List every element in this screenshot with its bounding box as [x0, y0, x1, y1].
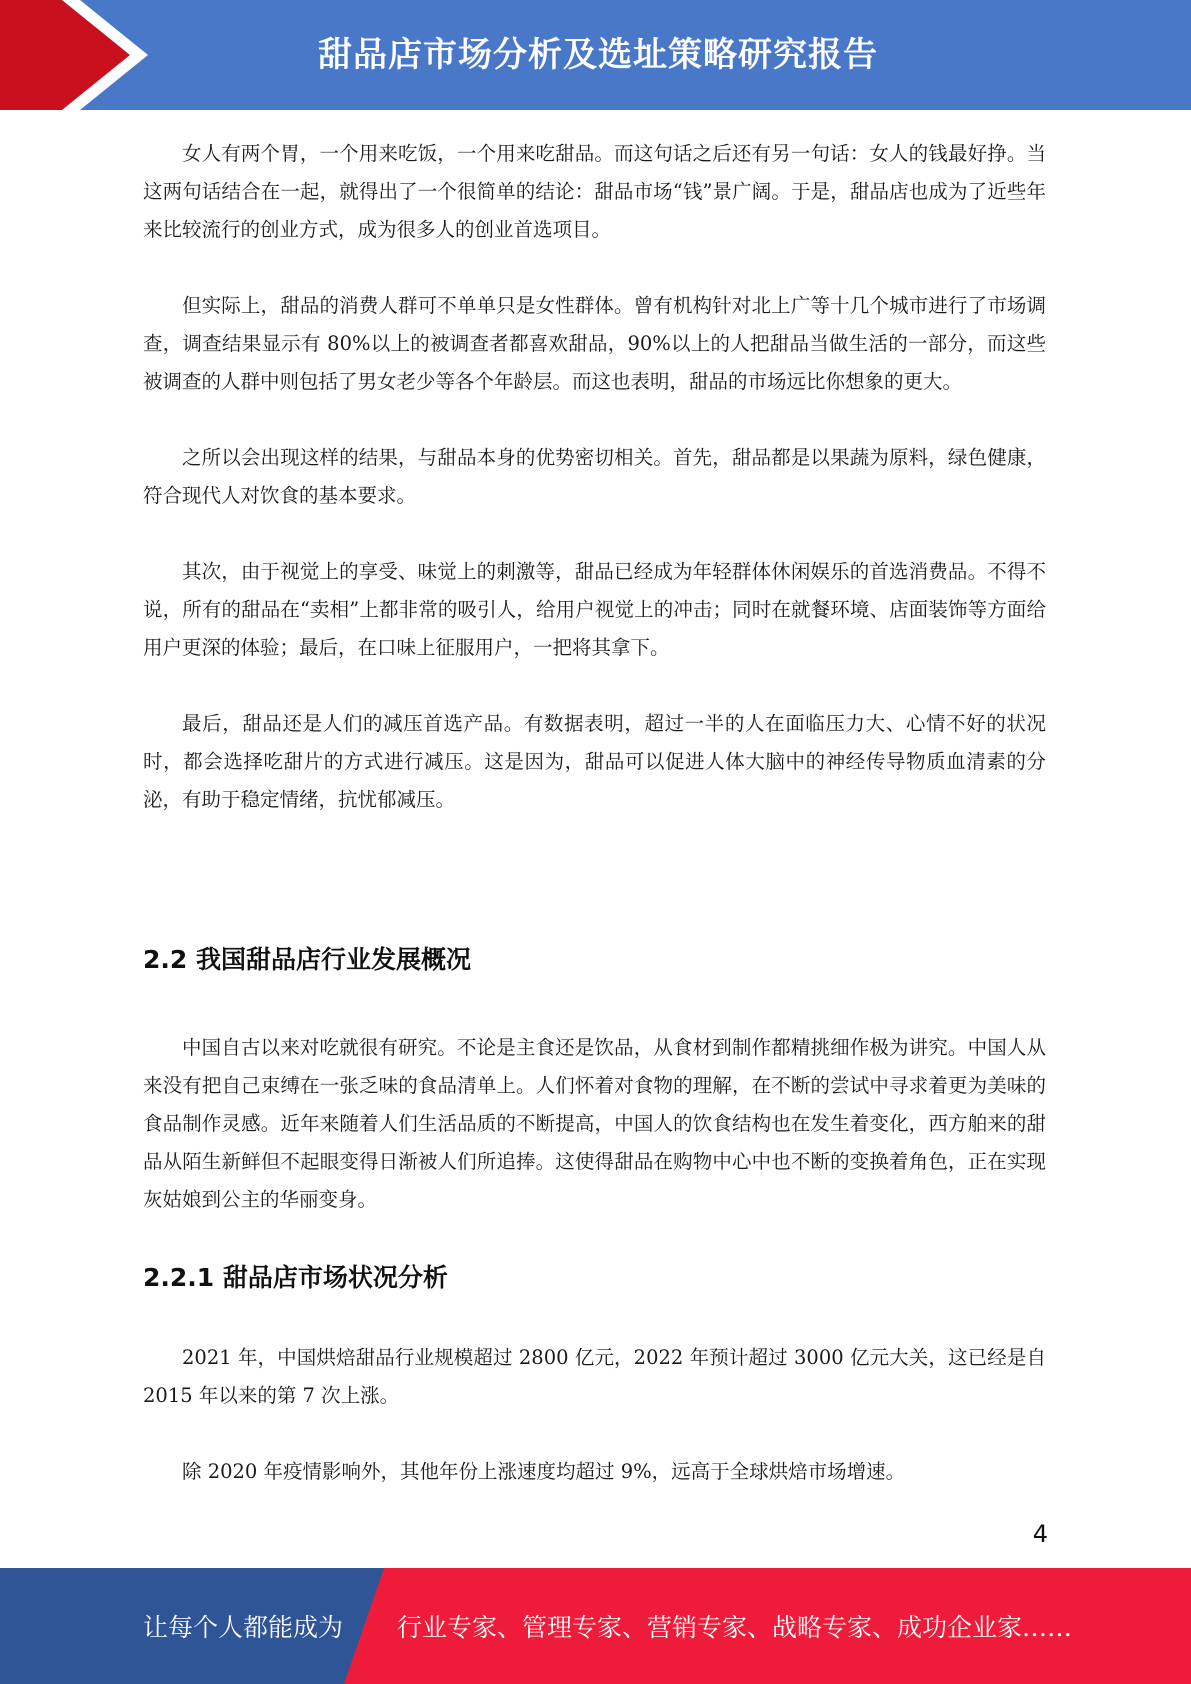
page-header-band: [0, 0, 1191, 110]
paragraph: 其次，由于视觉上的享受、味觉上的刺激等，甜品已经成为年轻群体休闲娱乐的首选消费品。不得不说，所有的甜品在“卖相”上都非常的吸引人，给用户视觉上的冲击；同时在就餐环境、店面装饰等方面给用户更深的体验；最后，在口味上征服用户，一把将其拿下。: [143, 560, 1046, 659]
body-content: [143, 135, 1046, 819]
page-number: 4: [1032, 1520, 1048, 1548]
section-heading-2-2-1: 2.2.1 甜品店市场状况分析: [143, 1263, 448, 1292]
paragraph: 除 2020 年疫情影响外，其他年份上涨速度均超过 9%，远高于全球烘焙市场增速。: [182, 1460, 906, 1483]
paragraph: 2021 年，中国烘焙甜品行业规模超过 2800 亿元，2022 年预计超过 3000 亿元大关，这已经是自 2015 年以来的第 7 次上涨。: [143, 1346, 1046, 1407]
paragraph: 中国自古以来对吃就很有研究。不论是主食还是饮品，从食材到制作都精挑细作极为讲究。中国人从来没有把自己束缚在一张乏味的食品清单上。人们怀着对食物的理解，在不断的尝试中寻求着更为美味的食品制作灵感。近年来随着人们生活品质的不断提高，中国人的饮食结构也在发生着变化，西方舶来的甜品从陌生新鲜但不起眼变得日渐被人们所追捧。这使得甜品在购物中心中也不断的变换着角色，正在实现灰姑娘到公主的华丽变身。: [143, 1036, 1046, 1211]
paragraph: 之所以会出现这样的结果，与甜品本身的优势密切相关。首先，甜品都是以果蔬为原料，绿色健康，符合现代人对饮食的基本要求。: [143, 446, 1046, 507]
page-footer-band: [0, 1568, 1191, 1684]
footer-slogan-left: 让每个人都能成为: [143, 1613, 344, 1642]
paragraph: 女人有两个胃，一个用来吃饭，一个用来吃甜品。而这句话之后还有另一句话：女人的钱最好挣。当这两句话结合在一起，就得出了一个很简单的结论：甜品市场“钱”景广阔。于是，甜品店也成为了近些年来比较流行的创业方式，成为很多人的创业首选项目。: [143, 142, 1046, 241]
header-chevron-decoration: [0, 0, 160, 110]
section-heading-2-2: 2.2 我国甜品店行业发展概况: [143, 945, 471, 974]
paragraph: 但实际上，甜品的消费人群可不单单只是女性群体。曾有机构针对北上广等十几个城市进行了市场调查，调查结果显示有 80%以上的被调查者都喜欢甜品，90%以上的人把甜品当做生活的一部分，而这些被调查的人群中则包括了男女老少等各个年龄层。而这也表明，甜品的市场远比你想象的更大。: [143, 294, 1046, 393]
document-title: 甜品店市场分析及选址策略研究报告: [318, 35, 878, 75]
footer-slogan-right: 行业专家、管理专家、营销专家、战略专家、成功企业家……: [397, 1613, 1073, 1642]
paragraph: 最后，甜品还是人们的减压首选产品。有数据表明，超过一半的人在面临压力大、心情不好的状况时，都会选择吃甜片的方式进行减压。这是因为，甜品可以促进人体大脑中的神经传导物质血清素的分泌，有助于稳定情绪，抗忧郁减压。: [143, 712, 1046, 811]
